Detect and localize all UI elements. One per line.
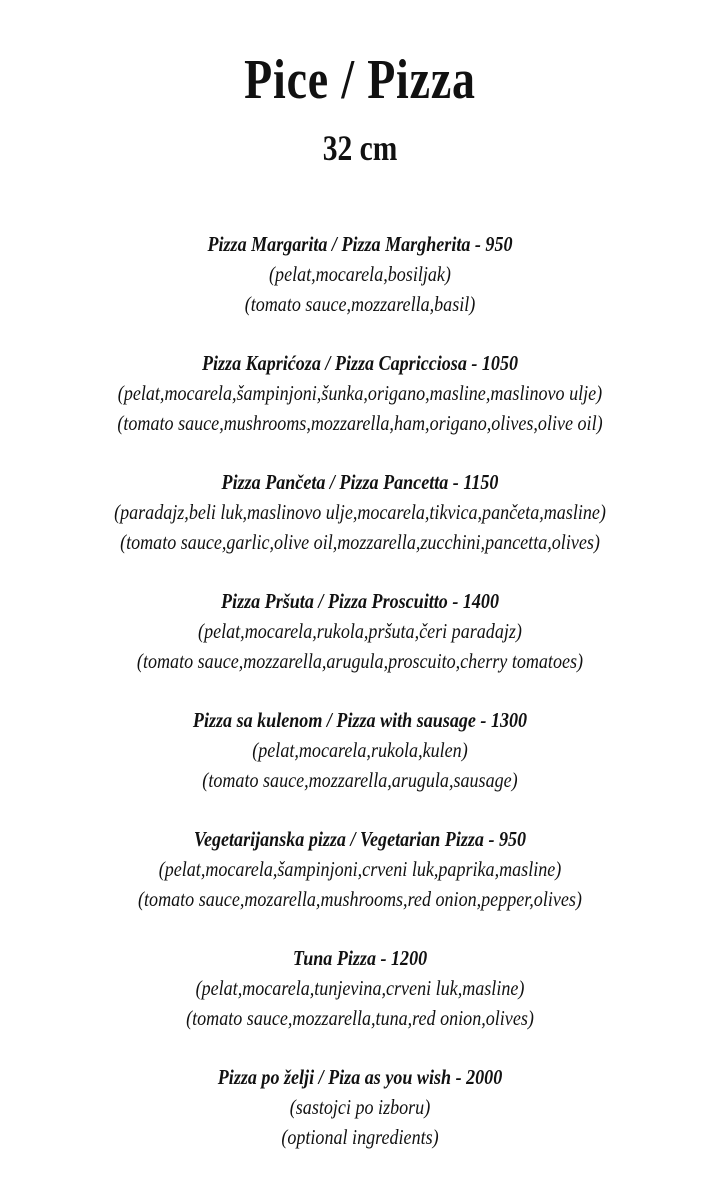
item-local-ingredients: (pelat,mocarela,rukola,pršuta,čeri paradajz): [198, 619, 522, 643]
menu-item-margherita: [0, 229, 720, 348]
item-english-ingredients: (tomato sauce,mozzarella,basil): [244, 292, 476, 316]
item-name: Vegetarijanska pizza / Vegetarian Pizza - 950: [193, 827, 527, 851]
menu-title: Pice / Pizza: [244, 49, 476, 111]
item-name: Pizza Pančeta / Pizza Pancetta - 1150: [221, 470, 499, 494]
item-name: Pizza Kaprićoza / Pizza Capricciosa - 1050: [201, 351, 519, 375]
menu-item-vegetarian: [0, 824, 720, 943]
item-english-ingredients: (tomato sauce,mozzarella,arugula,sausage): [202, 768, 518, 792]
item-english-ingredients: (tomato sauce,mozzarella,tuna,red onion,olives): [186, 1006, 534, 1030]
item-english-ingredients: (tomato sauce,mozzarella,arugula,proscuito,cherry tomatoes): [136, 649, 584, 673]
item-name: Pizza sa kulenom / Pizza with sausage - 1300: [192, 708, 528, 732]
item-english-ingredients: (optional ingredients): [281, 1125, 439, 1149]
item-english-ingredients: (tomato sauce,mushrooms,mozzarella,ham,origano,olives,olive oil): [117, 411, 603, 435]
item-local-ingredients: (pelat,mocarela,tunjevina,crveni luk,masline): [195, 976, 525, 1000]
item-local-ingredients: (pelat,mocarela,bosiljak): [269, 262, 451, 286]
pizza-list: [0, 229, 720, 1181]
item-local-ingredients: (paradajz,beli luk,maslinovo ulje,mocarela,tikvica,pančeta,masline): [114, 500, 606, 524]
menu-item-capricciosa: [0, 348, 720, 467]
menu-item-sausage: [0, 705, 720, 824]
item-local-ingredients: (pelat,mocarela,rukola,kulen): [252, 738, 468, 762]
item-local-ingredients: (pelat,mocarela,šampinjoni,crveni luk,paprika,masline): [158, 857, 562, 881]
item-name: Pizza Pršuta / Pizza Proscuitto - 1400: [221, 589, 499, 613]
pizza-size: 32 cm: [322, 128, 398, 168]
item-name: Pizza Margarita / Pizza Margherita - 950: [207, 232, 513, 256]
menu-item-proscuitto: [0, 586, 720, 705]
item-english-ingredients: (tomato sauce,mozarella,mushrooms,red onion,pepper,olives): [138, 887, 582, 911]
item-local-ingredients: (sastojci po izboru): [289, 1095, 431, 1119]
item-english-ingredients: (tomato sauce,garlic,olive oil,mozzarella,zucchini,pancetta,olives): [120, 530, 600, 554]
menu-item-pancetta: [0, 467, 720, 586]
item-name: Pizza po želji / Piza as you wish - 2000: [217, 1065, 503, 1089]
item-name: Tuna Pizza - 1200: [292, 946, 428, 970]
menu-item-tuna: [0, 943, 720, 1062]
menu-item-custom: [0, 1062, 720, 1181]
item-local-ingredients: (pelat,mocarela,šampinjoni,šunka,origano,masline,maslinovo ulje): [117, 381, 603, 405]
